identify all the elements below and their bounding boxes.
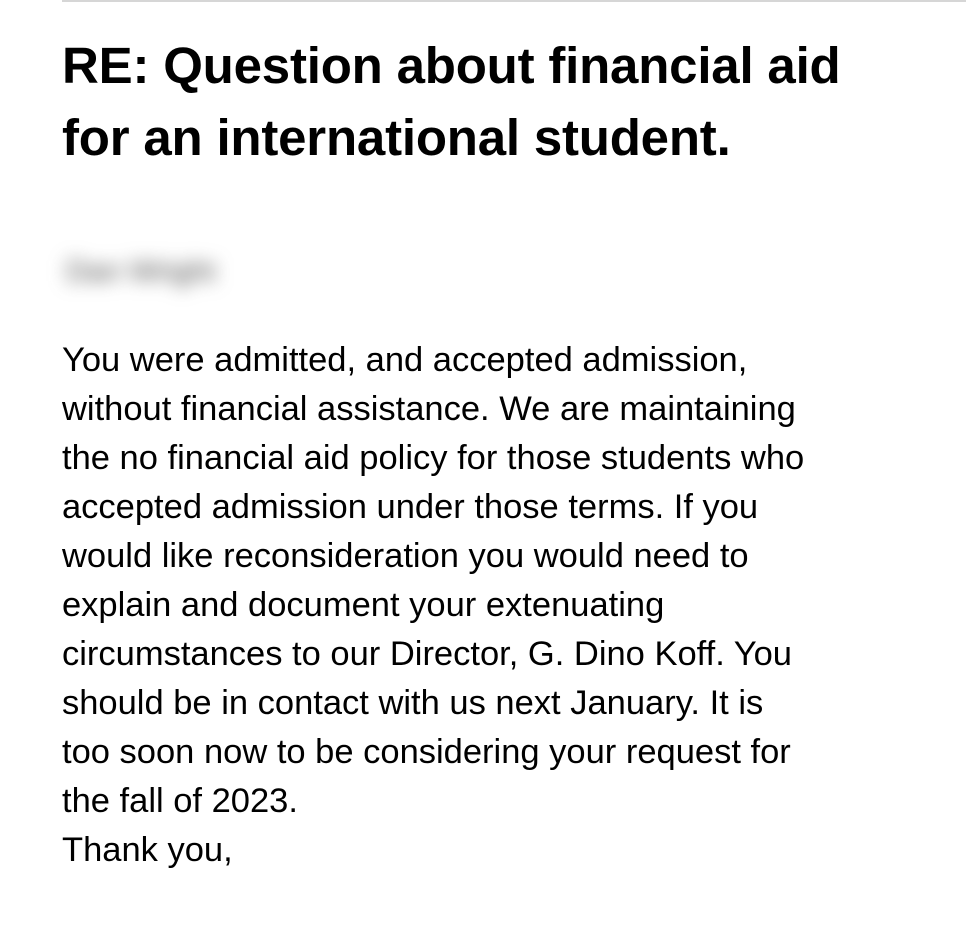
email-subject <box>62 30 922 174</box>
body-line: explain and document your extenuating <box>62 586 665 624</box>
body-line: too soon now to be considering your request for <box>62 733 791 771</box>
subject-line-2: for an international student. <box>62 109 731 166</box>
body-line: accepted admission under those terms. If you <box>62 488 759 526</box>
body-line: would like reconsideration you would need to <box>62 537 749 575</box>
body-line: without financial assistance. We are maintaining <box>62 390 796 428</box>
sender-row[interactable] <box>62 246 942 298</box>
subject-line-1: RE: Question about financial aid <box>62 37 841 94</box>
body-line: circumstances to our Director, G. Dino Koff. You <box>62 635 792 673</box>
body-line: You were admitted, and accepted admission, <box>62 341 748 379</box>
email-body <box>62 336 942 875</box>
sender-name-blurred[interactable]: Dan Wright <box>66 255 216 288</box>
body-line: the fall of 2023. <box>62 782 298 820</box>
body-line: the no financial aid policy for those students who <box>62 439 805 477</box>
email-view <box>62 30 942 875</box>
top-divider <box>62 0 966 2</box>
body-line: should be in contact with us next January. It is <box>62 684 764 722</box>
email-signoff: Thank you, <box>62 831 233 869</box>
body-paragraph <box>62 336 942 826</box>
